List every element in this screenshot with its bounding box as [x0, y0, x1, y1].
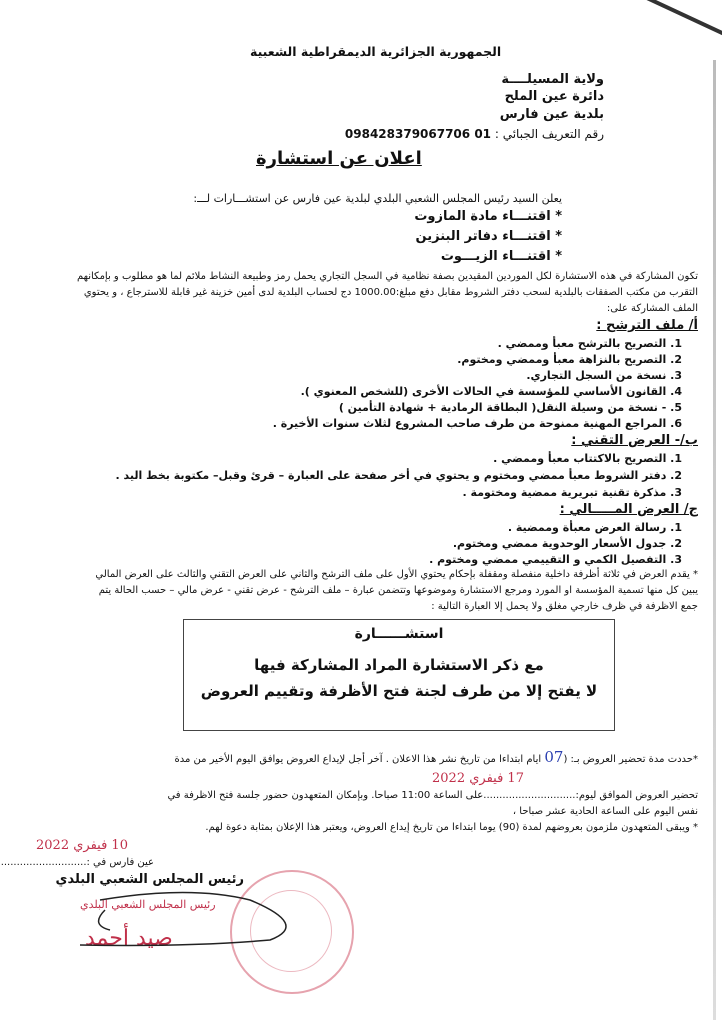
financial-item: 3. التفصيل الكمي و التقييمي ممضي ومختوم .	[429, 553, 682, 566]
validity-line: * ويبقى المتعهدون ملزمون بعروضهم لمدة (90) يوما ابتداءا من تاريخ إيداع العروض، ويعتبر هذا الإعلان بمثابة دعوة لهم.	[205, 822, 698, 833]
lot-1: * اقتنـــاء مادة المازوت	[414, 209, 562, 224]
participation-line-1: تكون المشاركة في هذه الاستشارة لكل الموردين المقيدين بصفة نظامية في السجل التجاري يحمل رمز وطبيعة النشاط ملائم لما هو مطلوب و بإمكانهم	[76, 271, 698, 282]
wilaya: ولاية المسيلــــة	[501, 72, 604, 87]
candidacy-item: 3. نسخة من السجل التجاري.	[526, 369, 682, 382]
section-heading-technical: ب/- العرض التقني :	[571, 433, 698, 448]
candidacy-item: 6. المراجع المهنية ممنوحة من طرف صاحب المشروع لثلاث سنوات الأخيرة .	[272, 417, 682, 430]
technical-item: 3. مذكرة تقنية تبريرية ممضية ومختومة .	[462, 486, 682, 499]
section-heading-candidacy: أ/ ملف الترشح :	[596, 318, 698, 333]
technical-item: 1. التصريح بالاكتتاب معبأ وممضي .	[493, 452, 682, 465]
republic-header: الجمهورية الجزائرية الديمقراطية الشعبية	[250, 44, 502, 59]
deadline-line-1	[174, 748, 698, 767]
place-date: عين فارس في :...........................	[0, 857, 154, 868]
daira: دائرة عين الملح	[504, 89, 604, 104]
financial-item: 2. جدول الأسعار الوحدوية ممضي ومختوم.	[452, 537, 682, 550]
signer-stamp-name: صيد أحمد	[85, 926, 173, 951]
box-title: استشــــــارة	[354, 626, 444, 642]
participation-line-3: الملف المشاركة على:	[606, 303, 698, 314]
page-title: اعلان عن استشارة	[256, 148, 422, 169]
handwritten-signature-icon	[70, 885, 300, 955]
box-line-2: مع ذكر الاستشارة المراد المشاركة فيها	[254, 656, 544, 674]
envelope-label-box	[183, 619, 615, 731]
box-line-3: لا يفتح إلا من طرف لجنة فتح الأظرفة وتقييم العروض	[200, 682, 598, 700]
participation-line-2: التقرب من مكتب الصفقات بالبلدية لسحب دفتر الشروط مقابل دفع مبلغ:1000.00 دج لحساب البلدية لدى أمين خزينة غير قابلة للاسترجاع ، و يحتوي	[83, 287, 698, 298]
candidacy-item: 1. التصريح بالترشح معبأ وممضي .	[497, 337, 682, 350]
commune: بلدية عين فارس	[499, 107, 604, 122]
date-stamp-deadline: 17 فيفري 2022	[432, 771, 524, 786]
signer-stamp-title: رئيس المجلس الشعبي البلدي	[80, 898, 216, 911]
envelopes-line-3: جمع الاظرفة في ظرف خارجي مغلق ولا يحمل إلا العبارة التالية :	[431, 601, 698, 612]
tax-id-value: 098428379067706 01	[344, 127, 492, 141]
section-heading-financial: ج/ العرض المـــــالي :	[559, 502, 698, 517]
tax-id-label: رقم التعريف الجبائي :	[494, 127, 604, 141]
technical-item: 2. دفتر الشروط معبأ ممضي ومختوم و يحتوي في أخر صفحة على العبارة – قرئ وقبل– مكتوبة بخط اليد .	[115, 469, 682, 482]
deadline-prefix: *حددت مدة تحضير العروض بـ: (	[563, 754, 698, 765]
envelopes-line-2: يبين كل منها تسمية المؤسسة او المورد ومرجع الاستشارة وموضوعها وتتضمن عبارة – ملف الترشح - عرض تقني - عرض مالي – حسب الحالة يتم	[98, 585, 698, 596]
candidacy-item: 2. التصريح بالنزاهة معبأ وممضي ومختوم.	[457, 353, 682, 366]
handwritten-days: 07	[544, 748, 564, 766]
deadline-line-2: تحضير العروض الموافق ليوم:.............................على الساعة 11:00 صباحا. وبإمكان المتعهدون حضور جلسة فتح الاظرفة في	[167, 790, 698, 801]
scan-mark	[626, 0, 722, 37]
deadline-line-3: نفس اليوم على الساعة الحادية عشر صباحا ،	[512, 806, 698, 817]
tax-id	[345, 127, 604, 142]
lot-3: * اقتنـــاء الزيـــوت	[440, 249, 562, 264]
date-stamp-signature: 10 فيفري 2022	[36, 838, 128, 853]
signatory-title: رئيس المجلس الشعبي البلدي	[55, 872, 244, 887]
envelopes-line-1: * يقدم العرض في ثلاثة أظرفة داخلية منفصلة ومقفلة بإحكام يحتوي الأول على ملف الترشح والثاني على العرض التقني والثالث على العرض المالي	[95, 569, 698, 580]
page-edge-shadow	[713, 60, 716, 1020]
financial-item: 1. رسالة العرض معبأة وممضية .	[507, 521, 682, 534]
candidacy-item: 5. - نسخة من وسيلة النقل( البطاقة الرمادية + شهادة التأمين )	[338, 401, 682, 414]
intro-text: يعلن السيد رئيس المجلس الشعبي البلدي لبلدية عين فارس عن استشـــارات لـــ:	[193, 192, 562, 205]
deadline-suffix: ايام ابتداءا من تاريخ نشر هذا الاعلان . آخر أجل لإيداع العروض يوافق اليوم الأخير من مدة	[174, 754, 545, 765]
candidacy-item: 4. القانون الأساسي للمؤسسة في الحالات الأخرى (للشخص المعنوي ).	[300, 385, 682, 398]
lot-2: * اقتنـــاء دفاتر البنزين	[415, 229, 562, 244]
